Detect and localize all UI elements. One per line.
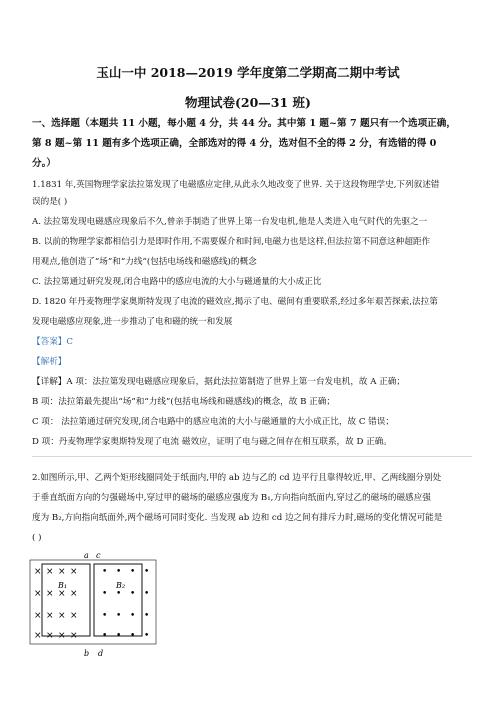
q1-detail-a: 【详解】A 项：法拉第发现电磁感应现象后，据此法拉第制造了世界上第一台发电机，故 A 正确； [32, 377, 405, 387]
cross-mark: × [46, 631, 54, 641]
page-subtitle: 物理试卷(20—31 班) [185, 95, 311, 110]
q1-detail-d: D 项：丹麦物理学家奥斯特发现了电流 磁效应，证明了电与磁之间存在相互联系，故 D 正确。 [32, 437, 392, 447]
dot-mark: • [130, 567, 136, 577]
cross-mark: × [58, 589, 66, 599]
dot-mark: • [102, 589, 108, 599]
cross-mark: × [34, 567, 42, 577]
cross-mark: × [58, 631, 66, 641]
q2-stem-line-3: 度为 B₂,方向指向纸面外,两个磁场可同时变化. 当发现 ab 边和 cd 边之间有排斥力时,磁场的变化情况可能是 [32, 513, 443, 523]
cross-mark: × [46, 611, 54, 621]
dot-mark: • [116, 611, 122, 621]
dot-mark: • [130, 631, 136, 641]
q1-analysis-tag: 【解析】 [32, 357, 67, 367]
cross-mark: × [34, 589, 42, 599]
dot-mark: • [102, 631, 108, 641]
q1-option-b-line-1: B. 以前的物理学家都相信引力是即时作用,不需要媒介和时间,电磁力也是这样,但法拉第不同意这种超距作 [32, 237, 431, 247]
section-heading-line-2: 第 8 题~第 11 题有多个选项正确，全部选对的得 4 分，选对但不全的得 2 分，有选错的得 0 [32, 138, 437, 149]
label-d: d [98, 649, 104, 658]
dot-mark: • [144, 589, 150, 599]
label-b2: B₂ [116, 581, 126, 590]
dot-mark: • [144, 611, 150, 621]
dot-mark: • [144, 567, 150, 577]
q1-answer: 【答案】C [32, 337, 73, 347]
divider [32, 456, 472, 457]
cross-mark: × [70, 631, 78, 641]
label-a: a [84, 551, 89, 560]
q2-figure [28, 550, 188, 660]
q1-detail-b: B 项：法拉第最先提出“场”和“力线”(包括电场线和磁感线)的概念，故 B 正确； [32, 397, 335, 407]
dot-mark: • [144, 631, 150, 641]
dot-mark: • [116, 589, 122, 599]
label-b: b [84, 649, 90, 658]
dot-mark: • [102, 611, 108, 621]
b1-field-crosses [34, 567, 78, 641]
cross-mark: × [70, 567, 78, 577]
section-heading-line-3: 分。） [32, 158, 56, 169]
dot-mark: • [130, 589, 136, 599]
dot-mark: • [116, 631, 122, 641]
q1-stem-line-2: 误的是( ) [32, 197, 68, 207]
cross-mark: × [58, 611, 66, 621]
label-b1: B₁ [58, 581, 68, 590]
cross-mark: × [46, 567, 54, 577]
q1-option-b-line-2: 用观点,他创造了“场”和“力线”(包括电场线和磁感线)的概念 [32, 257, 257, 267]
page-title: 玉山一中 2018—2019 学年度第二学期高二期中考试 [96, 65, 400, 80]
cross-mark: × [34, 611, 42, 621]
cross-mark: × [70, 611, 78, 621]
q2-stem-line-1: 2.如图所示,甲、乙两个矩形线圈同处于纸面内,甲的 ab 边与乙的 cd 边平行且靠得较近,甲、乙两线圈分别处 [32, 473, 442, 483]
q1-detail-c: C 项： 法拉第通过研究发现,闭合电路中的感应电流的大小与磁通量的大小成正比，故 C 错误； [32, 417, 394, 427]
dot-mark: • [130, 611, 136, 621]
dot-mark: • [116, 567, 122, 577]
cross-mark: × [58, 567, 66, 577]
q2-stem-line-2: 于垂直纸面方向的匀强磁场中,穿过甲的磁场的磁感应强度为 B₁,方向指向纸面内,穿过乙的磁场的磁感应强 [32, 493, 431, 503]
q2-stem-line-4: ( ) [32, 533, 42, 543]
dot-mark: • [102, 567, 108, 577]
q1-option-a: A. 法拉第发现电磁感应现象后不久,曾亲手制造了世界上第一台发电机,他是人类进入电气时代的先驱之一 [32, 217, 428, 227]
cross-mark: × [46, 589, 54, 599]
q1-option-c: C. 法拉第通过研究发现,闭合电路中的感应电流的大小与磁通量的大小成正比 [32, 277, 322, 287]
q1-stem-line-1: 1.1831 年,英国物理学家法拉第发现了电磁感应定律,从此永久地改变了世界. 关于这段物理学史,下列叙述错 [32, 180, 440, 190]
label-c: c [96, 551, 101, 560]
cross-mark: × [70, 589, 78, 599]
cross-mark: × [34, 631, 42, 641]
section-heading-line-1: 一、选择题（本题共 11 小题，每小题 4 分，共 44 分。其中第 1 题~第 7 题只有一个选项正确， [32, 118, 456, 129]
q1-option-d-line-2: 发现电磁感应现象,进一步推动了电和磁的统一和发展 [32, 317, 233, 327]
q1-option-d-line-1: D. 1820 年丹麦物理学家奥斯特发现了电流的磁效应,揭示了电、磁间有重要联系,经过多年艰苦探索,法拉第 [32, 297, 438, 307]
